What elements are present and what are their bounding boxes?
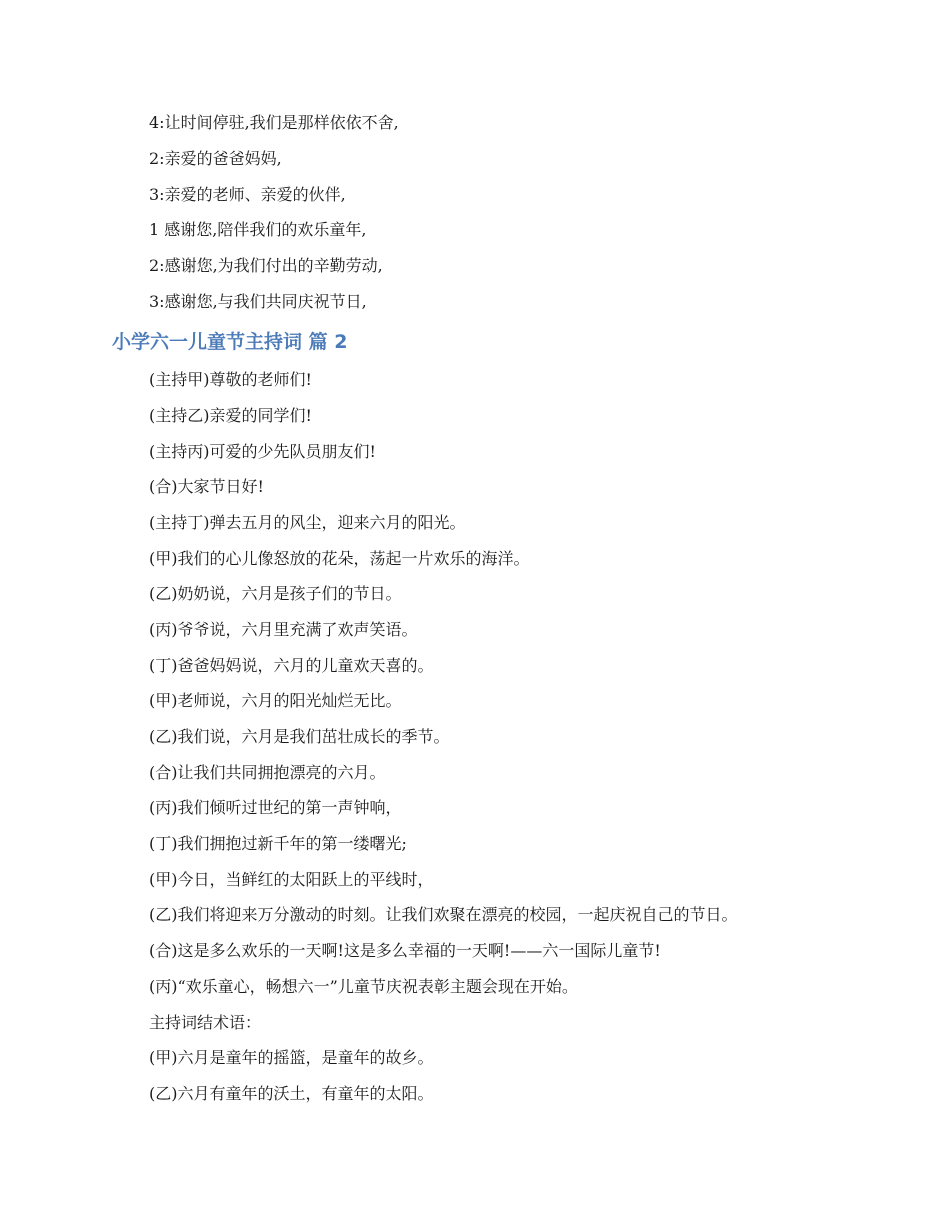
text-line: (主持丁)弹去五月的风尘，迎来六月的阳光。 xyxy=(149,513,466,532)
text-line: (丙)爷爷说，六月里充满了欢声笑语。 xyxy=(149,620,418,639)
text-line: (甲)今日，当鲜红的太阳跃上的平线时， xyxy=(149,870,434,889)
text-line: (合)大家节日好! xyxy=(149,477,264,496)
text-line: 4:让时间停驻,我们是那样依依不舍, xyxy=(149,113,399,132)
text-line: (主持甲)尊敬的老师们! xyxy=(149,370,312,389)
text-line: (乙)我们将迎来万分激动的时刻。让我们欢聚在漂亮的校园，一起庆祝自己的节日。 xyxy=(149,905,738,924)
text-line: (主持乙)亲爱的同学们! xyxy=(149,406,312,425)
text-line: (丙)我们倾听过世纪的第一声钟响， xyxy=(149,798,402,817)
text-line: 2:亲爱的爸爸妈妈, xyxy=(149,149,282,168)
section-heading: 小学六一儿童节主持词 篇 2 xyxy=(112,331,348,353)
text-line: (甲)老师说，六月的阳光灿烂无比。 xyxy=(149,691,402,710)
text-line: (甲)六月是童年的摇篮，是童年的故乡。 xyxy=(149,1048,434,1067)
text-line: 2:感谢您,为我们付出的辛勤劳动, xyxy=(149,256,383,275)
text-line: (合)这是多么欢乐的一天啊!这是多么幸福的一天啊!——六一国际儿童节! xyxy=(149,941,661,960)
text-line: (甲)我们的心儿像怒放的花朵，荡起一片欢乐的海洋。 xyxy=(149,549,530,568)
text-line: 主持词结术语： xyxy=(149,1013,262,1032)
text-line: (合)让我们共同拥抱漂亮的六月。 xyxy=(149,763,386,782)
text-line: (丁)爸爸妈妈说，六月的儿童欢天喜的。 xyxy=(149,656,434,675)
text-line: (乙)六月有童年的沃土，有童年的太阳。 xyxy=(149,1084,434,1103)
text-line: (丙)“欢乐童心，畅想六一”儿童节庆祝表彰主题会现在开始。 xyxy=(149,977,578,996)
text-line: 1 感谢您,陪伴我们的欢乐童年, xyxy=(149,220,367,239)
text-line: (丁)我们拥抱过新千年的第一缕曙光; xyxy=(149,834,407,853)
text-line: (乙)我们说，六月是我们茁壮成长的季节。 xyxy=(149,727,450,746)
text-line: 3:亲爱的老师、亲爱的伙伴, xyxy=(149,185,346,204)
text-line: (乙)奶奶说，六月是孩子们的节日。 xyxy=(149,584,402,603)
text-line: (主持丙)可爱的少先队员朋友们! xyxy=(149,442,376,461)
text-line: 3:感谢您,与我们共同庆祝节日, xyxy=(149,292,367,311)
